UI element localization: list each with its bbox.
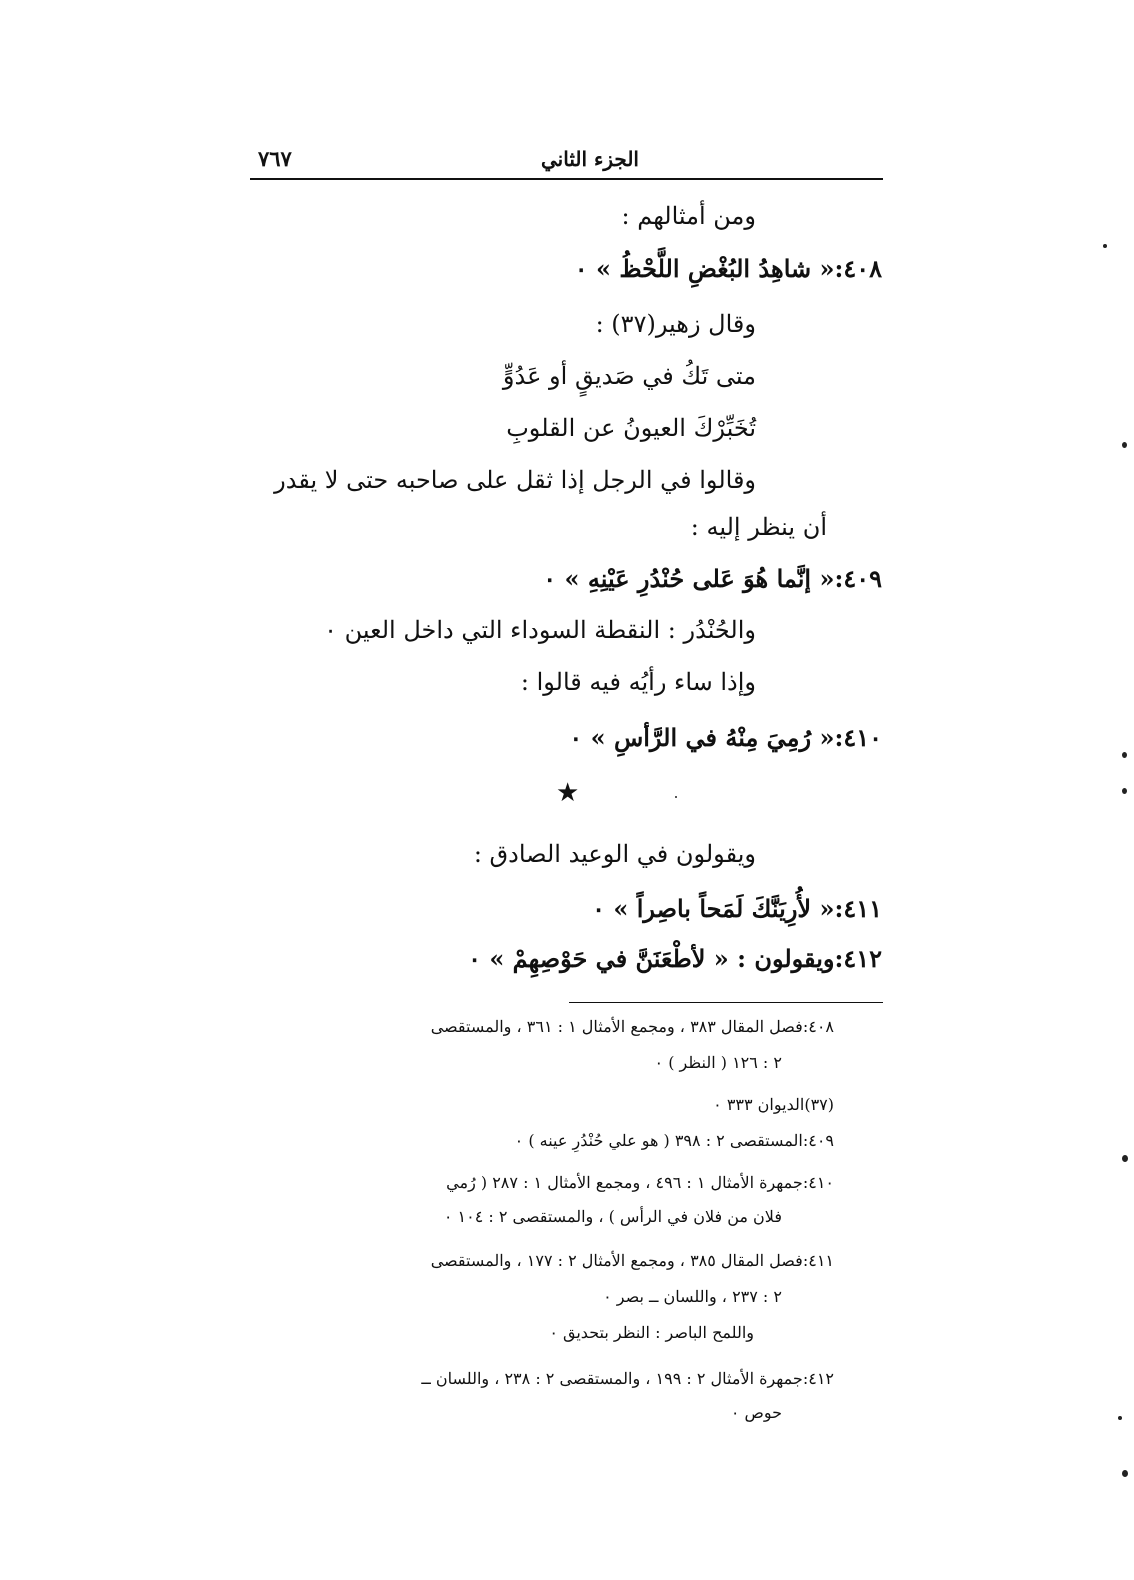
footnote-412-line-1: ٤١٢:جمهرة الأمثال ٢ : ١٩٩ ، والمستقصى ٢ : ٢٣٨ ، واللسان ــ (421, 1369, 834, 1388)
footnote-411-line-2: ٢ : ٢٣٧ ، واللسان ــ بصر ٠ (603, 1287, 782, 1306)
verse-hemistich-1: متى تَكُ في صَديقٍ أو عَدُوٍّ (502, 362, 756, 390)
proverb-410: ٤١٠:« رُمِيَ مِنْهُ في الرَّأسِ » ٠ (569, 723, 882, 752)
scan-speck (1122, 442, 1127, 448)
intro-line-4: ويقولون في الوعيد الصادق : (473, 840, 756, 868)
scan-speck (1122, 788, 1127, 794)
scan-speck (1122, 752, 1127, 758)
footnote-rule (569, 1002, 883, 1003)
footnote-408-line-2: ٢ : ١٢٦ ( النظر ) ٠ (654, 1053, 782, 1072)
verse-hemistich-2: تُخَبِّرْكَ العيونُ عن القلوبِ (506, 414, 756, 442)
header-rule (250, 178, 883, 180)
scan-speck (1122, 1155, 1128, 1162)
proverb-409-gloss: والحُنْدُر : النقطة السوداء التي داخل العين ٠ (324, 616, 756, 644)
intro-line-3: وإذا ساء رأيُه فيه قالوا : (520, 668, 756, 696)
proverb-409: ٤٠٩:« إنَّما هُوَ عَلى حُنْدُرِ عَيْنِهِ » ٠ (543, 564, 882, 593)
intro-line-2a: وقالوا في الرجل إذا ثقل على صاحبه حتى لا يقدر (274, 466, 756, 494)
scan-speck (675, 796, 677, 798)
proverb-412: ٤١٢:ويقولون : « لأطْعَنَنَّ في حَوْصِهِمْ » ٠ (468, 944, 882, 973)
footnote-410-line-2: فلان من فلان في الرأس ) ، والمستقصى ٢ : ١٠٤ ٠ (443, 1207, 782, 1226)
proverb-411: ٤١١:« لأُرِيَنَّكَ لَمَحاً باصِراً » ٠ (592, 894, 882, 923)
footnote-410-line-1: ٤١٠:جمهرة الأمثال ١ : ٤٩٦ ، ومجمع الأمثال ١ : ٢٨٧ ( رُمي (446, 1173, 834, 1192)
footnote-412-line-2: حوص ٠ (730, 1403, 782, 1422)
intro-line: ومن أمثالهم : (621, 202, 756, 230)
footnote-411-line-1: ٤١١:فصل المقال ٣٨٥ ، ومجمع الأمثال ٢ : ١٧٧ ، والمستقصى (430, 1251, 834, 1270)
proverb-408: ٤٠٨:« شاهِدُ البُغْضِ اللَّحْظُ » ٠ (574, 254, 882, 283)
scan-speck (1103, 244, 1107, 248)
scan-speck (1122, 1470, 1128, 1477)
section-star-ornament: ★ (556, 778, 580, 808)
scan-speck (1118, 1416, 1122, 1420)
footnote-409: ٤٠٩:المستقصى ٢ : ٣٩٨ ( هو علي حُنْدُرِ عينه ) ٠ (514, 1131, 834, 1150)
zuhair-intro: وقال زهير(٣٧) : (595, 310, 756, 338)
intro-line-2b: أن ينظر إليه : (690, 513, 827, 541)
footnote-411-line-3: واللمح الباصر : النظر بتحديق ٠ (549, 1323, 754, 1342)
page-number: ٧٦٧ (258, 146, 292, 171)
running-header-title: الجزء الثاني (541, 147, 639, 171)
footnote-37: (٣٧)الديوان ٣٣٣ ٠ (713, 1095, 834, 1114)
footnote-408-line-1: ٤٠٨:فصل المقال ٣٨٣ ، ومجمع الأمثال ١ : ٣٦١ ، والمستقصى (430, 1017, 834, 1036)
